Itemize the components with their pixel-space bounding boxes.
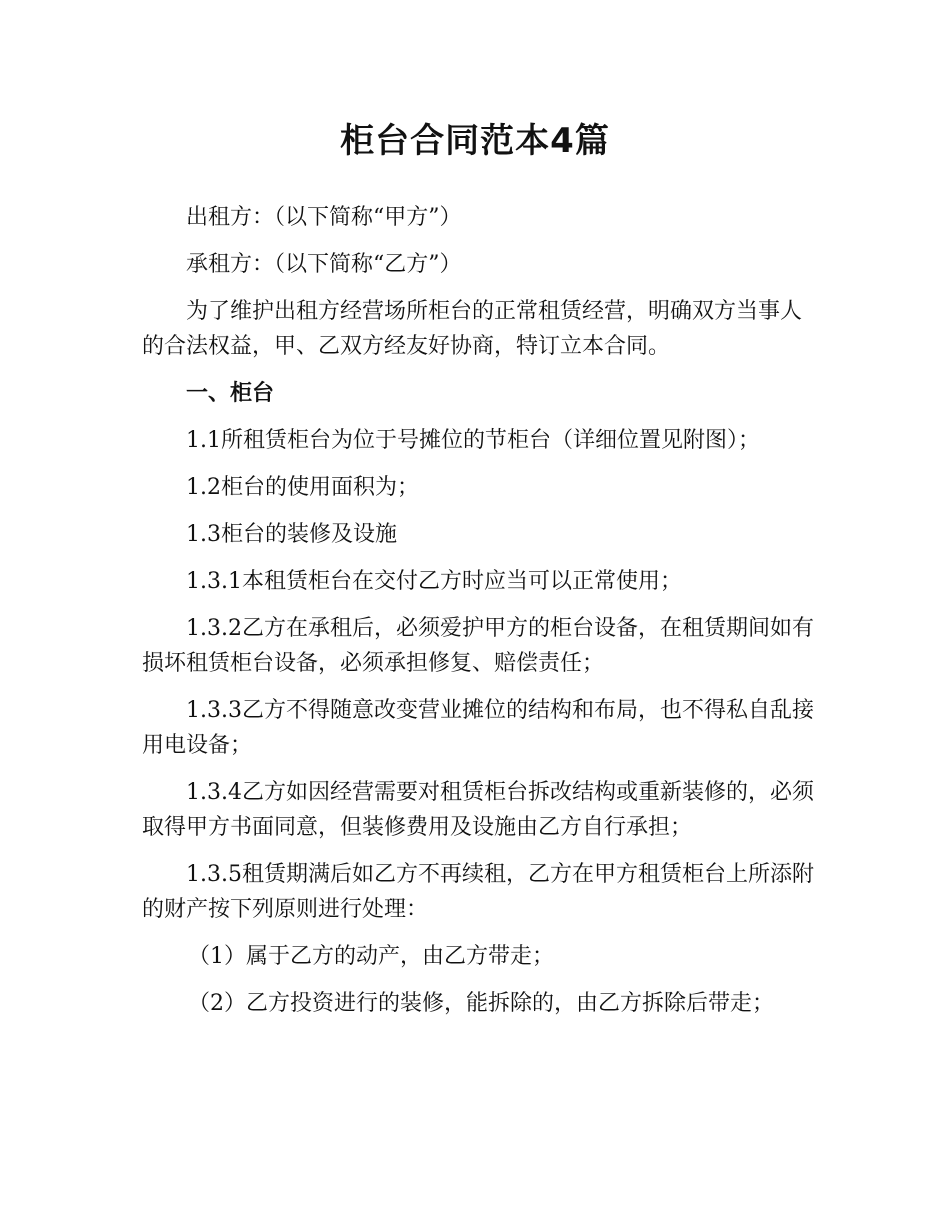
clause-1-2: 1.2柜台的使用面积为； [186,475,419,500]
preamble-paragraph: 为了维护出租方经营场所柜台的正常租赁经营，明确双方当事人的合法权益，甲、乙双方经友好协商，特订立本合同。 [142,299,803,359]
list-item-1: （1）属于乙方的动产，由乙方带走； [188,944,554,969]
lessor-line: 出租方：（以下简称“甲方”） [186,205,462,230]
clause-1-3-1: 1.3.1本租赁柜台在交付乙方时应当可以正常使用； [186,569,682,594]
clause-1-1: 1.1所租赁柜台为位于号摊位的节柜台（详细位置见附图）； [186,428,760,453]
document-body [142,200,814,1033]
section-heading-counter: 一、柜台 [186,381,275,406]
clause-1-3-5: 1.3.5租赁期满后如乙方不再续租，乙方在甲方租赁柜台上所添附的财产按下列原则进行处理： [142,862,814,922]
clause-1-3-3: 1.3.3乙方不得随意改变营业摊位的结构和布局，也不得私自乱接用电设备； [142,698,814,758]
lessee-line: 承租方：（以下简称“乙方”） [186,252,462,277]
clause-1-3-2: 1.3.2乙方在承租后，必须爱护甲方的柜台设备，在租赁期间如有损坏租赁柜台设备，必须承担修复、赔偿责任； [142,616,814,676]
document-title: 柜台合同范本4篇 [340,121,610,161]
list-item-2: （2）乙方投资进行的装修，能拆除的，由乙方拆除后带走； [188,991,774,1016]
clause-1-3: 1.3柜台的装修及设施 [186,522,397,547]
clause-1-3-4: 1.3.4乙方如因经营需要对租赁柜台拆改结构或重新装修的，必须取得甲方书面同意，但装修费用及设施由乙方自行承担； [142,780,814,840]
